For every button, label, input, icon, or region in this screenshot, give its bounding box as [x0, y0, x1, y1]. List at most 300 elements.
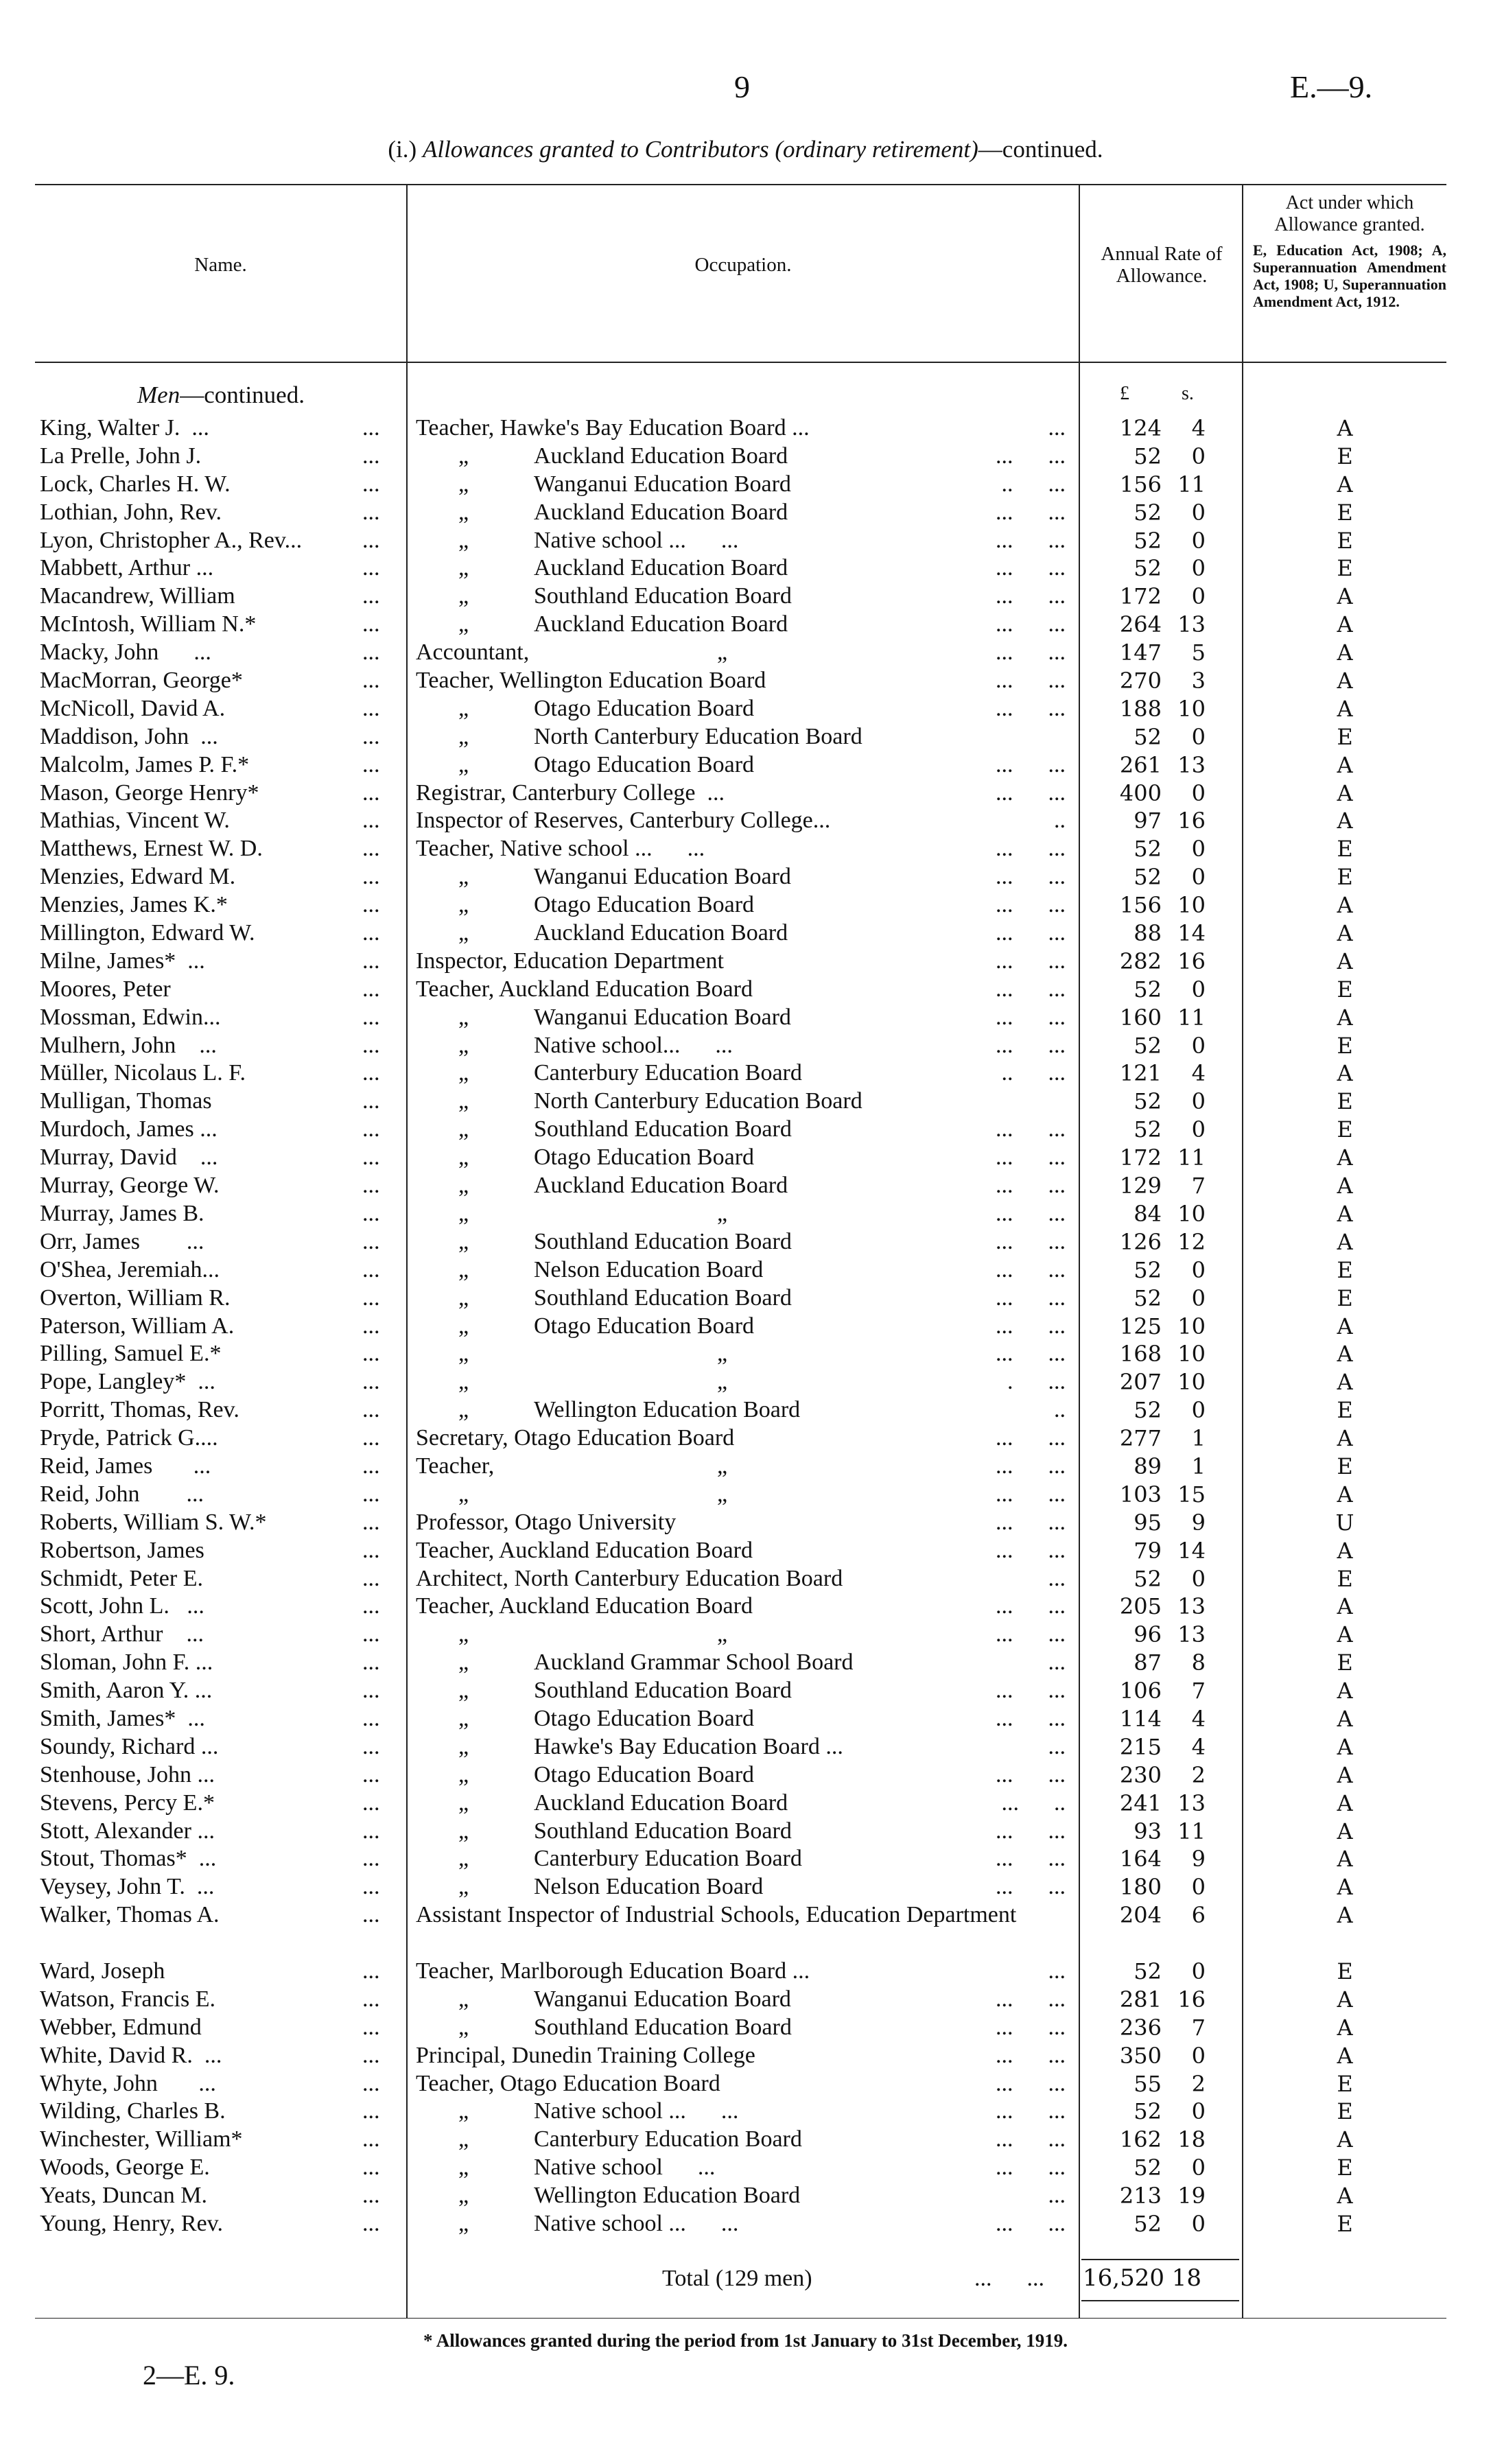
name-cell: Woods, George E.: [40, 2155, 210, 2181]
table-row: [0, 1059, 1491, 1088]
name-cell: Mossman, Edwin...: [40, 1004, 221, 1030]
occupation-cell: Secretary, Otago Education Board: [416, 1425, 735, 1451]
table-row: [0, 1901, 1491, 1958]
ditto-mark: „: [717, 1369, 728, 1395]
occupation-leader-dots: ...: [1048, 1650, 1066, 1676]
occupation-cell: Auckland Education Board: [534, 555, 788, 581]
act-code: E: [1337, 2155, 1353, 2181]
allowance-shillings: 14: [1177, 1537, 1206, 1564]
act-code: E: [1337, 1650, 1353, 1676]
allowance-shillings: 0: [1191, 1032, 1206, 1059]
occupation-leader-dots: ... ...: [996, 1593, 1066, 1619]
name-cell: Murray, George W.: [40, 1173, 220, 1199]
act-code: A: [1337, 1986, 1353, 2013]
name-cell: Müller, Nicolaus L. F.: [40, 1060, 246, 1086]
occupation-leader-dots: ... ...: [996, 920, 1066, 946]
name-leader-dots: ...: [362, 1509, 380, 1535]
allowance-pounds: 52: [1134, 1032, 1162, 1059]
occupation-cell: Assistant Inspector of Industrial Schools, Education Department: [416, 1902, 1017, 1928]
occupation-leader-dots: ...: [1048, 1958, 1066, 1984]
act-code: E: [1337, 1958, 1353, 1984]
act-code: A: [1337, 948, 1353, 974]
header-name: Name.: [194, 254, 247, 276]
name-leader-dots: ...: [362, 1004, 380, 1030]
table-row: [0, 667, 1491, 695]
name-leader-dots: ...: [362, 1481, 380, 1507]
occupation-leader-dots: ... ...: [996, 2042, 1066, 2068]
table-row: [0, 863, 1491, 891]
act-code: A: [1337, 1621, 1353, 1648]
name-cell: Lyon, Christopher A., Rev...: [40, 527, 303, 553]
name-leader-dots: ...: [362, 1958, 380, 1984]
allowance-shillings: 9: [1191, 1509, 1206, 1536]
occupation-cell: Canterbury Education Board: [534, 2126, 802, 2152]
name-leader-dots: ...: [362, 668, 380, 694]
occupation-leader-dots: ... ...: [996, 1846, 1066, 1872]
occupation-cell: Hawke's Bay Education Board ...: [534, 1733, 843, 1759]
name-cell: Menzies, James K.*: [40, 892, 228, 918]
name-cell: O'Shea, Jeremiah...: [40, 1256, 220, 1282]
ditto-mark: „: [458, 1313, 469, 1339]
ditto-mark: „: [458, 1621, 469, 1647]
allowance-pounds: 52: [1134, 1116, 1162, 1143]
name-cell: Sloman, John F. ...: [40, 1650, 213, 1676]
table-row: [0, 779, 1491, 808]
table-row: [0, 1340, 1491, 1368]
name-leader-dots: ...: [362, 1621, 380, 1647]
table-row: [0, 1537, 1491, 1565]
name-leader-dots: ...: [362, 1032, 380, 1058]
name-leader-dots: ...: [362, 1145, 380, 1171]
ditto-mark: „: [458, 1145, 469, 1171]
occupation-leader-dots: . ...: [1007, 1369, 1066, 1395]
allowance-pounds: 84: [1134, 1200, 1162, 1227]
allowance-shillings: 0: [1191, 443, 1206, 469]
act-code: A: [1337, 1425, 1353, 1452]
name-leader-dots: ...: [362, 1313, 380, 1339]
name-leader-dots: ...: [362, 2070, 380, 2096]
allowance-pounds: 52: [1134, 1565, 1162, 1592]
table-row: [0, 1958, 1491, 1986]
header-act-title: Act under which Allowance granted.: [1274, 192, 1425, 235]
occupation-leader-dots: ... ...: [996, 1145, 1066, 1171]
table-row: [0, 1705, 1491, 1733]
name-cell: Lothian, John, Rev.: [40, 499, 222, 525]
allowance-pounds: 89: [1134, 1453, 1162, 1479]
allowance-shillings: 4: [1191, 415, 1206, 441]
allowance-pounds: 52: [1134, 527, 1162, 554]
occupation-leader-dots: ..: [1054, 1397, 1066, 1423]
name-cell: Macandrew, William: [40, 583, 235, 609]
allowance-shillings: 0: [1191, 1397, 1206, 1424]
occupation-cell: Otago Education Board: [534, 1705, 755, 1731]
table-row: [0, 1986, 1491, 2014]
occupation-cell: Southland Education Board: [534, 1818, 792, 1844]
name-cell: Millington, Edward W.: [40, 920, 255, 946]
occupation-cell: Teacher,: [416, 1453, 495, 1479]
allowance-shillings: 4: [1191, 1705, 1206, 1732]
ditto-mark: „: [458, 1874, 469, 1900]
act-code: A: [1337, 1004, 1353, 1031]
ditto-mark: „: [458, 1284, 469, 1311]
name-cell: Watson, Francis E.: [40, 1986, 215, 2012]
table-row: [0, 1032, 1491, 1060]
name-leader-dots: ...: [362, 2042, 380, 2068]
allowance-pounds: 103: [1119, 1481, 1162, 1507]
allowance-shillings: 0: [1191, 976, 1206, 1002]
table-row: [0, 414, 1491, 443]
occupation-leader-dots: ... ...: [996, 976, 1066, 1002]
allowance-pounds: 213: [1119, 2183, 1162, 2209]
occupation-leader-dots: ... ...: [996, 1874, 1066, 1900]
occupation-cell: Southland Education Board: [534, 1678, 792, 1704]
allowance-pounds: 52: [1134, 499, 1162, 526]
act-code: E: [1337, 2070, 1353, 2097]
name-cell: Mason, George Henry*: [40, 779, 259, 806]
name-leader-dots: ...: [362, 1284, 380, 1311]
table-row: [0, 695, 1491, 723]
name-leader-dots: ...: [362, 836, 380, 862]
ditto-mark: „: [717, 1200, 728, 1226]
table-row: [0, 471, 1491, 499]
name-cell: Matthews, Ernest W. D.: [40, 836, 263, 862]
allowance-pounds: 88: [1134, 920, 1162, 947]
name-leader-dots: ...: [362, 527, 380, 553]
allowance-pounds: 87: [1134, 1650, 1162, 1676]
occupation-leader-dots: ... ...: [996, 555, 1066, 581]
allowance-shillings: 0: [1191, 779, 1206, 806]
allowance-pounds: 52: [1134, 1256, 1162, 1283]
table-row: [0, 1790, 1491, 1818]
ditto-mark: „: [458, 1678, 469, 1704]
name-cell: Murray, David ...: [40, 1145, 218, 1171]
name-leader-dots: ...: [362, 864, 380, 890]
occupation-leader-dots: ...: [1048, 415, 1066, 441]
ditto-mark: „: [458, 1818, 469, 1844]
act-code: A: [1337, 808, 1353, 834]
occupation-cell: Auckland Education Board: [534, 1790, 788, 1816]
ditto-mark: „: [458, 2098, 469, 2124]
allowance-shillings: 0: [1191, 723, 1206, 750]
table-row: [0, 976, 1491, 1004]
name-leader-dots: ...: [362, 1228, 380, 1254]
act-code: A: [1337, 2042, 1353, 2069]
act-code: U: [1335, 1509, 1354, 1536]
act-code: A: [1337, 1537, 1353, 1564]
table-row: [0, 1116, 1491, 1144]
allowance-pounds: 52: [1134, 864, 1162, 891]
ditto-mark: „: [458, 1397, 469, 1423]
allowance-shillings: 3: [1191, 668, 1206, 694]
act-code: A: [1337, 1313, 1353, 1339]
name-cell: Stout, Thomas* ...: [40, 1846, 217, 1872]
table-row: [0, 1088, 1491, 1116]
occupation-leader-dots: ... ...: [996, 1678, 1066, 1704]
header-occupation: Occupation.: [694, 254, 792, 276]
table-row: [0, 1509, 1491, 1537]
table-row: [0, 2182, 1491, 2210]
table-row: [0, 2098, 1491, 2126]
allowance-shillings: 0: [1191, 2211, 1206, 2238]
table-row: [0, 1144, 1491, 1172]
act-code: E: [1337, 836, 1353, 863]
allowance-pounds: 277: [1119, 1425, 1162, 1452]
occupation-leader-dots: ... ...: [996, 1313, 1066, 1339]
allowance-pounds: 106: [1119, 1678, 1162, 1704]
name-leader-dots: ...: [362, 555, 380, 581]
name-leader-dots: ...: [362, 1397, 380, 1423]
table-row: [0, 891, 1491, 919]
act-code: A: [1337, 415, 1353, 441]
name-leader-dots: ...: [362, 1818, 380, 1844]
act-code: A: [1337, 1369, 1353, 1396]
table-row: [0, 1481, 1491, 1509]
name-leader-dots: ...: [362, 1537, 380, 1563]
name-cell: Schmidt, Peter E.: [40, 1565, 203, 1591]
name-cell: Short, Arthur ...: [40, 1621, 204, 1647]
occupation-cell: Wanganui Education Board: [534, 1986, 791, 2012]
act-code: A: [1337, 1228, 1353, 1255]
subtitle-italic: Allowances granted to Contributors (ordinary retirement): [422, 136, 978, 163]
name-cell: Maddison, John ...: [40, 723, 218, 749]
name-cell: Murray, James B.: [40, 1200, 204, 1226]
allowance-shillings: 9: [1191, 1846, 1206, 1873]
allowance-shillings: 18: [1177, 2126, 1206, 2153]
name-cell: Winchester, William*: [40, 2126, 243, 2152]
occupation-cell: Native school ... ...: [534, 2098, 739, 2124]
occupation-leader-dots: ... ...: [996, 836, 1066, 862]
allowance-shillings: 0: [1191, 2042, 1206, 2069]
occupation-cell: Registrar, Canterbury College ...: [416, 779, 725, 806]
act-code: A: [1337, 1173, 1353, 1199]
occupation-cell: Auckland Grammar School Board: [534, 1650, 854, 1676]
occupation-leader-dots: ... ...: [996, 1509, 1066, 1535]
occupation-leader-dots: ... ...: [996, 443, 1066, 469]
occupation-leader-dots: ... ...: [996, 751, 1066, 777]
allowance-shillings: 4: [1191, 1060, 1206, 1087]
act-code: A: [1337, 1846, 1353, 1873]
name-leader-dots: ...: [362, 1733, 380, 1759]
occupation-cell: Wanganui Education Board: [534, 471, 791, 497]
ditto-mark: „: [458, 1004, 469, 1030]
ditto-mark: „: [458, 1846, 469, 1872]
name-leader-dots: ...: [362, 611, 380, 637]
footnote: * Allowances granted during the period from 1st January to 31st December, 1919.: [423, 2330, 1068, 2351]
allowance-shillings: 1: [1191, 1453, 1206, 1479]
table-row: [0, 499, 1491, 527]
occupation-cell: Native school ... ...: [534, 2211, 739, 2237]
section-label-italic: Men: [137, 382, 180, 408]
total-top-rule: [1081, 2259, 1239, 2260]
act-code: E: [1337, 1565, 1353, 1592]
allowance-shillings: 7: [1191, 1173, 1206, 1199]
occupation-leader-dots: ... ...: [996, 1537, 1066, 1563]
act-code: E: [1337, 1256, 1353, 1283]
allowance-pounds: 125: [1119, 1313, 1162, 1339]
occupation-leader-dots: ... ...: [996, 2098, 1066, 2124]
act-code: A: [1337, 1790, 1353, 1816]
name-leader-dots: ...: [362, 1761, 380, 1787]
name-leader-dots: ...: [362, 695, 380, 721]
name-leader-dots: ...: [362, 1116, 380, 1142]
occupation-cell: Teacher, Auckland Education Board: [416, 1593, 753, 1619]
sheet-reference: 2—E. 9.: [143, 2360, 235, 2391]
occupation-leader-dots: ... ...: [996, 1256, 1066, 1282]
allowance-pounds: 52: [1134, 2211, 1162, 2238]
occupation-leader-dots: ... ...: [996, 892, 1066, 918]
ditto-mark: „: [458, 695, 469, 721]
allowance-pounds: 96: [1134, 1621, 1162, 1648]
occupation-leader-dots: ... ...: [996, 499, 1066, 525]
act-code: A: [1337, 2014, 1353, 2041]
name-leader-dots: ...: [362, 723, 380, 749]
occupation-cell: Native school... ...: [534, 1032, 733, 1058]
allowance-shillings: 13: [1177, 1790, 1206, 1816]
occupation-cell: Otago Education Board: [534, 1761, 755, 1787]
allowance-pounds: 281: [1119, 1986, 1162, 2013]
occupation-leader-dots: ...: [1048, 2183, 1066, 2209]
name-leader-dots: ...: [362, 1256, 380, 1282]
allowance-shillings: 0: [1191, 1088, 1206, 1115]
act-code: A: [1337, 920, 1353, 947]
ditto-mark: „: [458, 499, 469, 525]
allowance-shillings: 0: [1191, 499, 1206, 526]
allowance-shillings: 6: [1191, 1902, 1206, 1929]
table-subtitle: [0, 136, 1491, 163]
allowance-pounds: 52: [1134, 723, 1162, 750]
name-cell: Mulligan, Thomas: [40, 1088, 212, 1114]
table-row: [0, 1172, 1491, 1200]
allowance-shillings: 0: [1191, 2098, 1206, 2125]
ditto-mark: „: [458, 611, 469, 637]
header-bottom-rule: [35, 362, 1446, 363]
occupation-leader-dots: ... ...: [996, 2014, 1066, 2040]
act-code: E: [1337, 527, 1353, 554]
table-row: [0, 1284, 1491, 1313]
document-reference: E.—9.: [1290, 69, 1373, 104]
allowance-pounds: 126: [1119, 1228, 1162, 1255]
table-row: [0, 583, 1491, 611]
ditto-mark: „: [458, 751, 469, 777]
table-row: [0, 835, 1491, 863]
occupation-cell: Auckland Education Board: [534, 611, 788, 637]
allowance-shillings: 0: [1191, 2155, 1206, 2181]
allowance-shillings: 7: [1191, 2014, 1206, 2041]
occupation-cell: Principal, Dunedin Training College: [416, 2042, 755, 2068]
ditto-mark: „: [458, 920, 469, 946]
allowance-pounds: 162: [1119, 2126, 1162, 2153]
header-act-key: E, Education Act, 1908; A, Superannuation Amendment Act, 1908; U, Superannuation Amendment Act, 1912.: [1253, 242, 1446, 310]
occupation-cell: Southland Education Board: [534, 1284, 792, 1311]
occupation-leader-dots: ... ...: [996, 668, 1066, 694]
ditto-mark: „: [458, 1733, 469, 1759]
allowance-pounds: 172: [1119, 583, 1162, 610]
allowance-pounds: 164: [1119, 1846, 1162, 1873]
name-cell: King, Walter J. ...: [40, 415, 209, 441]
occupation-leader-dots: ... ...: [996, 948, 1066, 974]
allowance-pounds: 261: [1119, 751, 1162, 778]
table-top-rule: [35, 184, 1446, 185]
allowance-shillings: 16: [1177, 808, 1206, 834]
name-leader-dots: ...: [362, 471, 380, 497]
table-row: [0, 1593, 1491, 1621]
act-code: E: [1337, 1453, 1353, 1479]
allowance-shillings: 0: [1191, 1874, 1206, 1901]
allowance-shillings: 0: [1191, 1565, 1206, 1592]
allowance-shillings: 11: [1177, 1004, 1206, 1031]
act-code: A: [1337, 751, 1353, 778]
table-row: [0, 2042, 1491, 2070]
ditto-mark: „: [458, 1173, 469, 1199]
table-row: [0, 1677, 1491, 1705]
allowance-pounds: 52: [1134, 1284, 1162, 1311]
occupation-leader-dots: ... ...: [996, 1228, 1066, 1254]
occupation-leader-dots: ... ...: [996, 1200, 1066, 1226]
allowance-shillings: 2: [1191, 2070, 1206, 2097]
table-row: [0, 1733, 1491, 1761]
ditto-mark: „: [458, 1200, 469, 1226]
act-code: A: [1337, 1341, 1353, 1368]
allowance-pounds: 160: [1119, 1004, 1162, 1031]
occupation-cell: Southland Education Board: [534, 583, 792, 609]
allowance-pounds: 55: [1134, 2070, 1162, 2097]
act-code: A: [1337, 1145, 1353, 1171]
name-leader-dots: ...: [362, 892, 380, 918]
act-code: E: [1337, 2211, 1353, 2238]
act-code: A: [1337, 1902, 1353, 1929]
allowance-shillings: 16: [1177, 1986, 1206, 2013]
occupation-leader-dots: ... ...: [996, 864, 1066, 890]
occupation-leader-dots: ...: [1048, 1565, 1066, 1591]
occupation-cell: Teacher, Native school ... ...: [416, 836, 705, 862]
ditto-mark: „: [458, 892, 469, 918]
name-cell: Porritt, Thomas, Rev.: [40, 1397, 239, 1423]
table-row: [0, 1845, 1491, 1873]
table-row: [0, 1200, 1491, 1228]
occupation-leader-dots: ... ...: [996, 779, 1066, 806]
act-code: E: [1337, 723, 1353, 750]
table-row: [0, 919, 1491, 948]
total-value: 16,520 18: [1083, 2264, 1202, 2292]
occupation-cell: Teacher, Auckland Education Board: [416, 1537, 753, 1563]
act-code: A: [1337, 611, 1353, 638]
occupation-cell: Native school ...: [534, 2155, 716, 2181]
table-row: [0, 2154, 1491, 2182]
act-code: A: [1337, 1761, 1353, 1788]
allowance-shillings: 11: [1177, 1145, 1206, 1171]
page-number: 9: [734, 69, 750, 104]
occupation-cell: Teacher, Otago Education Board: [416, 2070, 720, 2096]
ditto-mark: „: [717, 1621, 728, 1647]
allowance-pounds: 95: [1134, 1509, 1162, 1536]
occupation-cell: North Canterbury Education Board: [534, 723, 862, 749]
occupation-leader-dots: ... ...: [996, 1116, 1066, 1142]
occupation-leader-dots: ... ...: [996, 583, 1066, 609]
ditto-mark: „: [458, 1116, 469, 1142]
ditto-mark: „: [458, 1986, 469, 2012]
name-leader-dots: ...: [362, 751, 380, 777]
occupation-leader-dots: ... ...: [996, 611, 1066, 637]
table-row: [0, 2014, 1491, 2042]
allowance-pounds: 97: [1134, 808, 1162, 834]
name-cell: Pryde, Patrick G....: [40, 1425, 218, 1451]
occupation-cell: Wellington Education Board: [534, 2183, 801, 2209]
allowance-pounds: 282: [1119, 948, 1162, 974]
allowance-pounds: 52: [1134, 555, 1162, 582]
name-cell: Stevens, Percy E.*: [40, 1790, 215, 1816]
occupation-cell: Wellington Education Board: [534, 1397, 801, 1423]
occupation-leader-dots: .. ...: [1001, 471, 1066, 497]
